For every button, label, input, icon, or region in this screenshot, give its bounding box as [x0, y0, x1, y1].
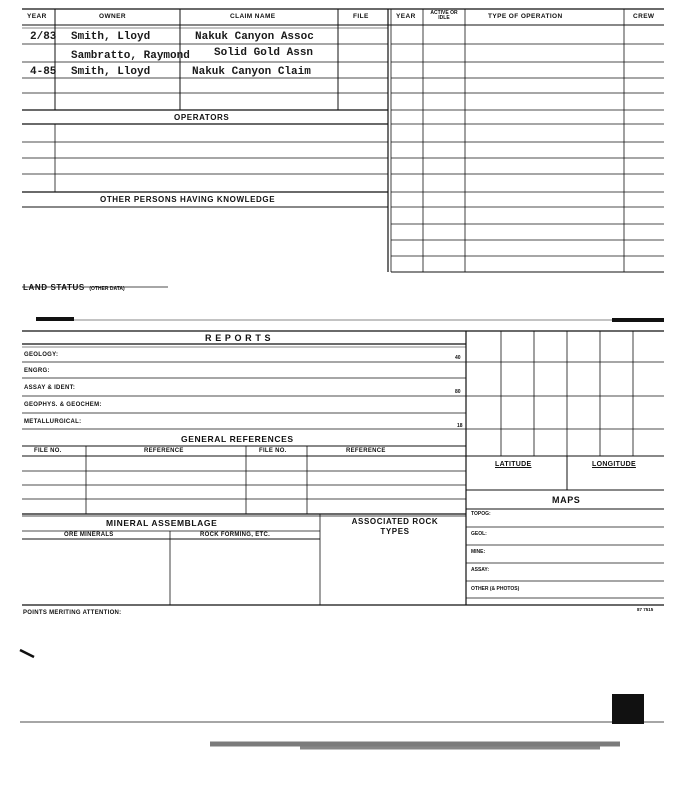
land-status-label	[23, 277, 125, 295]
maps-topog: TOPOG:	[471, 511, 491, 517]
associated-rock-types-label: ASSOCIATED ROCK TYPES	[351, 517, 439, 536]
header-claim-name: CLAIM NAME	[230, 13, 276, 20]
other-persons-title: OTHER PERSONS HAVING KNOWLEDGE	[100, 195, 276, 204]
gr-file-no-1: FILE NO.	[34, 448, 62, 454]
header-year-2: YEAR	[396, 13, 416, 20]
points-meriting-attention-label: POINTS MERITING ATTENTION:	[23, 610, 122, 616]
gr-reference-1: REFERENCE	[144, 448, 184, 454]
form-number: 87 7515	[637, 607, 654, 612]
maps-assay: ASSAY:	[471, 567, 490, 573]
entry-1-year: 2/83	[30, 31, 57, 43]
reports-title: R E P O R T S	[205, 333, 272, 343]
gr-reference-2: REFERENCE	[346, 448, 386, 454]
header-active-or-idle: ACTIVE OR IDLE	[430, 10, 458, 21]
land-status-text: LAND STATUS	[23, 283, 85, 292]
entry-3-owner: Smith, Lloyd	[71, 66, 151, 78]
report-metallurgical-num: 18	[457, 423, 463, 429]
longitude-label: LONGITUDE	[592, 461, 636, 468]
operators-title: OPERATORS	[174, 113, 230, 122]
entry-3-claim: Nakuk Canyon Claim	[192, 66, 311, 78]
mineral-assemblage-title: MINERAL ASSEMBLAGE	[106, 518, 218, 528]
report-geology-num: 40	[455, 355, 461, 361]
entry-2-claim: Solid Gold Assn	[214, 47, 314, 59]
header-type-of-operation: TYPE OF OPERATION	[488, 13, 563, 20]
entry-2-owner: Sambratto, Raymond	[71, 50, 190, 62]
report-engrg-label: ENGRG:	[24, 368, 50, 374]
latitude-label: LATITUDE	[495, 461, 532, 468]
entry-3-year: 4-85	[30, 66, 57, 78]
maps-title: MAPS	[552, 495, 581, 505]
ore-minerals-label: ORE MINERALS	[64, 532, 114, 538]
land-status-sub: (OTHER DATA)	[89, 286, 125, 292]
maps-mine: MINE:	[471, 549, 486, 555]
maps-geol: GEOL:	[471, 531, 487, 537]
header-file: FILE	[353, 13, 369, 20]
maps-other: OTHER (& PHOTOS)	[471, 586, 520, 592]
report-assay-num: 80	[455, 389, 461, 395]
report-geophys-label: GEOPHYS. & GEOCHEM:	[24, 402, 102, 408]
general-references-title: GENERAL REFERENCES	[181, 434, 294, 444]
entry-1-claim: Nakuk Canyon Assoc	[195, 31, 314, 43]
scan-artifact-block	[612, 694, 644, 724]
report-geology-label: GEOLOGY:	[24, 352, 59, 358]
report-metallurgical-label: METALLURGICAL:	[24, 419, 82, 425]
header-year: YEAR	[27, 13, 47, 20]
header-crew: CREW	[633, 13, 655, 20]
header-owner: OWNER	[99, 13, 126, 20]
report-assay-label: ASSAY & IDENT:	[24, 385, 76, 391]
gr-file-no-2: FILE NO.	[259, 448, 287, 454]
rock-forming-label: ROCK FORMING, ETC.	[200, 532, 271, 538]
entry-1-owner: Smith, Lloyd	[71, 31, 151, 43]
